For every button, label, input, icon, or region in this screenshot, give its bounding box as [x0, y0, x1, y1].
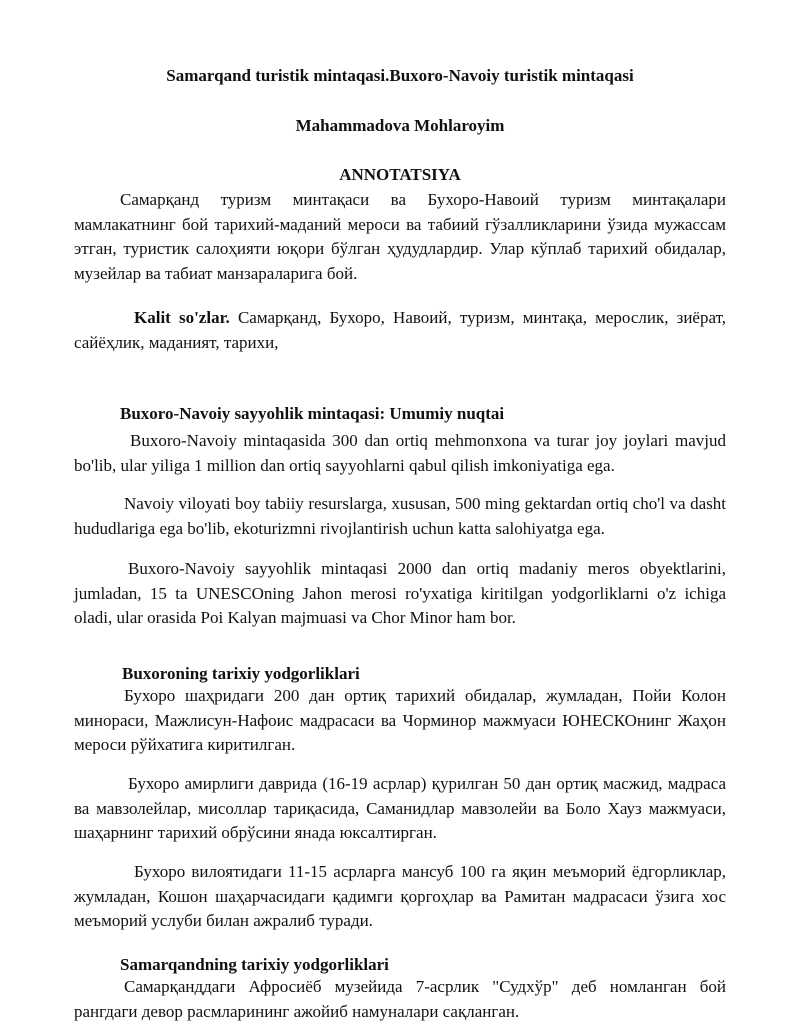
annotation-heading: ANNOTATSIYA — [339, 165, 461, 184]
section-heading-samarkand-monuments: Samarqandning tarixiy yodgorliklari — [120, 955, 389, 974]
annotation-paragraph: Самарқанд туризм минтақаси ва Бухоро-Навоий туризм минтақалари мамлакатнинг бой тарихий-маданий мероси ва табиий гўзалликларини ўзида мужассам этган, туристик салоҳияти юқори бўлган ҳудудлардир. Улар кўплаб тарихий обидалар, музейлар ва табиат манзараларига бой. — [74, 190, 726, 283]
author-name: Mahammadova Mohlaroyim — [295, 116, 505, 135]
paragraph: Самарқанддаги Афросиёб музейида 7-асрлик "Судхўр" деб номланган бой рангдаги девор расмларининг ажойиб намуналари сақланган. — [74, 977, 726, 1021]
document-title: Samarqand turistik mintaqasi.Buxoro-Navoiy turistik mintaqasi — [166, 66, 634, 85]
keywords-paragraph — [74, 306, 726, 355]
paragraph: Navoiy viloyati boy tabiiy resurslarga, xususan, 500 ming gektardan ortiq cho'l va dasht hududlariga ega bo'lib, ekoturizmni rivojlantirish uchun katta salohiyatga ega. — [74, 494, 726, 538]
paragraph: Бухоро вилоятидаги 11-15 асрларга мансуб 100 га яқин меъморий ёдгорликлар, жумладан, Кошон шаҳарчасидаги қадимги қоргоҳлар ва Рамитан мадрасаси ўзига хос меъморий услуби билан ажралиб туради. — [74, 862, 726, 930]
section-heading-bukhara-monuments: Buxoroning tarixiy yodgorliklari — [122, 664, 360, 683]
paragraph: Бухоро шаҳридаги 200 дан ортиқ тарихий обидалар, жумладан, Пойи Колон минораси, Мажлисун-Нафоис мадрасаси ва Чорминор мажмуаси ЮНЕСКОнинг Жаҳон мероси рўйхатига киритилган. — [74, 686, 726, 754]
keywords-label: Kalit so'zlar. — [134, 308, 230, 327]
section-heading-bukhara-navoiy: Buxoro-Navoiy sayyohlik mintaqasi: Umumiy nuqtai — [120, 404, 505, 423]
paragraph: Buxoro-Navoiy sayyohlik mintaqasi 2000 dan ortiq madaniy meros obyektlarini, jumladan, 15 ta UNESCOning Jahon merosi ro'yxatiga kiritilgan yodgorliklarni o'z ichiga oladi, ular orasida Poi Kalyan majmuasi va Chor Minor ham bor. — [74, 559, 726, 627]
keywords-text: Самарқанд, Бухоро, Навоий, туризм, минтақа, мерослик, зиёрат, сайёҳлик, маданият, тарихи, — [74, 308, 726, 352]
paragraph: Бухоро амирлиги даврида (16-19 асрлар) қурилган 50 дан ортиқ масжид, мадраса ва мавзолейлар, мисоллар тариқасида, Саманидлар мавзолейи ва Боло Хауз мажмуаси, шаҳарнинг тарихий обрўсини янада юксалтирган. — [74, 774, 726, 842]
paragraph: Buxoro-Navoiy mintaqasida 300 dan ortiq mehmonxona va turar joy joylari mavjud bo'lib, ular yiliga 1 million dan ortiq sayyohlarni qabul qilish imkoniyatiga ega. — [74, 431, 726, 475]
